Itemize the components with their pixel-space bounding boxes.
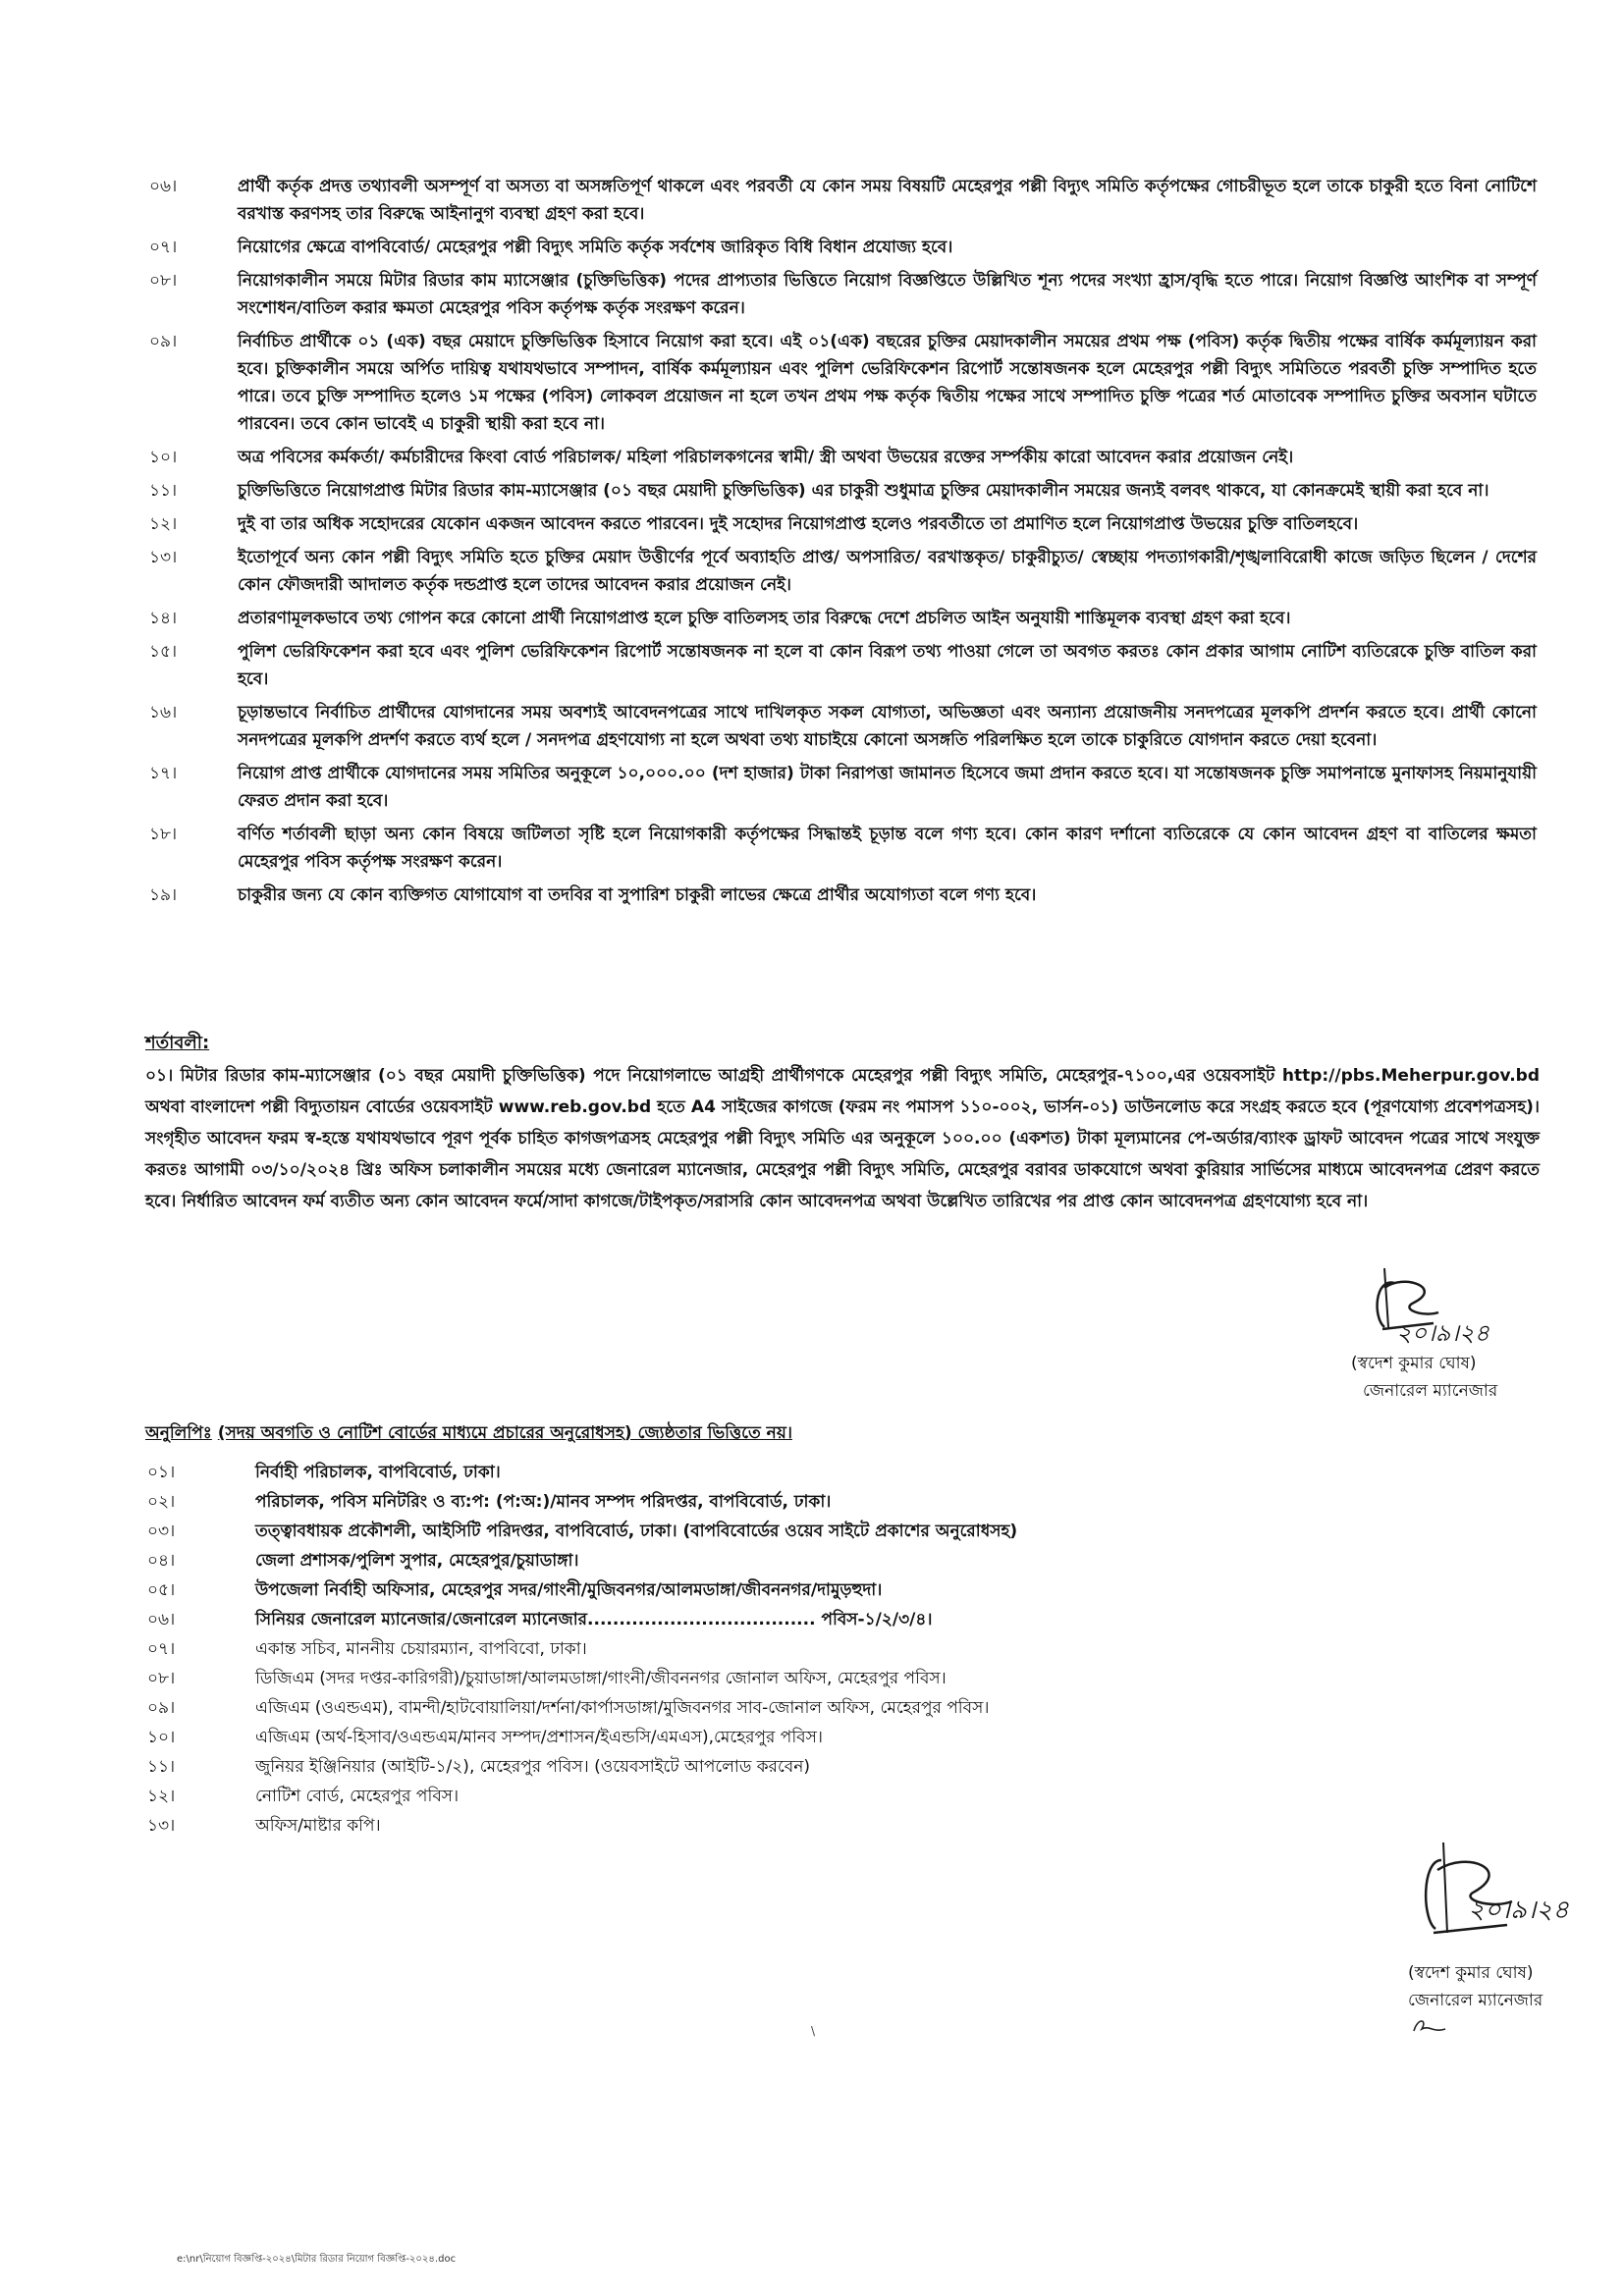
copy-item: ০৭। একান্ত সচিব, মাননীয় চেয়ারম্যান, বাপবিবো, ঢাকা। bbox=[147, 1639, 587, 1659]
copies-list bbox=[147, 1458, 1443, 1841]
terms-heading: শর্তাবলী: bbox=[145, 1033, 210, 1053]
condition-item: ১০। অত্র পবিসের কর্মকর্তা/ কর্মচারীদের কিংবা বোর্ড পরিচালক/ মহিলা পরিচালকগনের স্বামী/ স্ত্রী অথবা উভয়ের রক্তের সর্ম্পকীয় কারো আবেদন করার প্রয়োজন নেই। bbox=[149, 448, 1294, 467]
condition-item: ১৯। চাকুরীর জন্য যে কোন ব্যক্তিগত যোগাযোগ বা তদবির বা সুপারিশ চাকুরী লাভের ক্ষেত্রে প্রার্থীর অযোগ্যতা বলে গণ্য হবে। bbox=[149, 885, 1037, 905]
copy-item: ০৫। উপজেলা নির্বাহী অফিসার, মেহেরপুর সদর/গাংনী/মুজিবনগর/আলমডাঙ্গা/জীবননগর/দামুড়হুদা। bbox=[147, 1580, 883, 1600]
condition-item: ১২। দুই বা তার অধিক সহোদরের যেকোন একজন আবেদন করতে পারবেন। দুই সহোদর নিয়োগপ্রাপ্ত হলেও পরবর্তীতে তা প্রমাণিত হলে নিয়োগপ্রাপ্ত উভয়ের চুক্তি বাতিলহবে। bbox=[149, 514, 1359, 534]
signature-date: ২০।৯।২৪ bbox=[1468, 1896, 1570, 1925]
file-path-footer: e:\nr\নিয়োগ বিজ্ঞপ্তি-২০২৪\মিটার রিডার নিয়োগ বিজ্ঞপ্তি-২০২৪.doc bbox=[177, 2254, 457, 2265]
copy-item: ১৩। অফিস/মাষ্টার কপি। bbox=[147, 1816, 381, 1836]
condition-item: ১৩। ইতোপূর্বে অন্য কোন পল্লী বিদ্যুৎ সমিতি হতে চুক্তির মেয়াদ উত্তীর্ণের পূর্বে অব্যাহতি প্রাপ্ত/ অপসারিত/ বরখাস্তকৃত/ চাকুরীচ্যুত/ স্বেচ্ছায় পদত্যাগকারী/শৃঙ্খলাবিরোধী কাজে জড়িত ছিলেন / দেশের কোন ফৌজদারী আদালত কর্তৃক দন্ডপ্রাপ্ত হলে তাদের আবেদন করার প্রয়োজন নেই। bbox=[149, 548, 1537, 595]
application-instructions: ০১। মিটার রিডার কাম-ম্যাসেঞ্জার (০১ বছর মেয়াদী চুক্তিভিত্তিক) পদে নিয়োগলাভে আগ্রহী প্রার্থীগণকে মেহেরপুর পল্লী বিদ্যুৎ সমিতি, মেহেরপুর-৭১০০,এর ওয়েবসাইট http://pbs.Meherpur.gov.bd অথবা বাংলাদেশ পল্লী বিদ্যুতায়ন বোর্ডের ওয়েবসাইট www.reb.gov.bd হতে A4 সাইজের কাগজে (ফরম নং পমাসপ ১১০-০০২, ভার্সন-০১) ডাউনলোড করে সংগ্রহ করতে হবে (পূরণযোগ্য প্রবেশপত্রসহ)। সংগৃহীত আবেদন ফরম স্ব-হস্তে যথাযথভাবে পূরণ পূর্বক চাহিত কাগজপত্রসহ মেহেরপুর পল্লী বিদ্যুৎ সমিতি এর অনুকূলে ১০০.০০ (একশত) টাকা মূল্যমানের পে-অর্ডার/ব্যাংক ড্রাফট আবেদন পত্রের সাথে সংযুক্ত করতঃ আগামী ০৩/১০/২০২৪ খ্রিঃ অফিস চলাকালীন সময়ের মধ্যে জেনারেল ম্যানেজার, মেহেরপুর পল্লী বিদ্যুৎ সমিতি, মেহেরপুর বরাবর ডাকযোগে অথবা কুরিয়ার সার্ভিসের মাধ্যমে আবেদনপত্র প্রেরণ করতে হবে। নির্ধারিত আবেদন ফর্ম ব্যতীত অন্য কোন আবেদন ফর্মে/সাদা কাগজে/টাইপকৃত/সরাসরি কোন আবেদনপত্র অথবা উল্লেখিত তারিখের পর প্রাপ্ত কোন আবেদনপত্র গ্রহণযোগ্য হবে না। bbox=[145, 1066, 1540, 1211]
condition-item: ০৯। নির্বাচিত প্রার্থীকে ০১ (এক) বছর মেয়াদে চুক্তিভিত্তিক হিসাবে নিয়োগ করা হবে। এই ০১(এক) বছরের চুক্তির মেয়াদকালীন সময়ের প্রথম পক্ষ (পবিস) কর্তৃক দ্বিতীয় পক্ষের বার্ষিক কর্মমূল্যায়ন করা হবে। চুক্তিকালীন সময়ে অর্পিত দায়িত্ব যথাযথভাবে সম্পাদন, বার্ষিক কর্মমূল্যায়ন এবং পুলিশ ভেরিফিকেশন রিপোর্ট সন্তোষজনক হলে মেহেরপুর পল্লী বিদ্যুৎ সমিতিতে পরবর্তী চুক্তি সম্পাদিত হতে পারে। তবে চুক্তি সম্পাদিত হলেও ১ম পক্ষের (পবিস) লোকবল প্রয়োজন না হলে তখন প্রথম পক্ষ কর্তৃক দ্বিতীয় পক্ষের সাথে সম্পাদিত চুক্তি পত্রের শর্ত মোতাবেক সম্পাদিত চুক্তির অবসান ঘটাতে পারবেন। তবে কোন ভাবেই এ চাকুরী স্থায়ী করা হবে না। bbox=[149, 332, 1537, 434]
copies-note: (সদয় অবগতি ও নোটিশ বোর্ডের মাধ্যমে প্রচারের অনুরোধসহ) জ্যেষ্ঠতার ভিত্তিতে নয়। bbox=[217, 1423, 792, 1443]
copy-item: ০২। পরিচালক, পবিস মনিটরিং ও ব্য:প: (প:অ:)/মানব সম্পদ পরিদপ্তর, বাপবিবোর্ড, ঢাকা। bbox=[147, 1492, 832, 1512]
copy-item: ১১। জুনিয়র ইঞ্জিনিয়ার (আইটি-১/২), মেহেরপুর পবিস। (ওয়েবসাইটে আপলোড করবেন) bbox=[147, 1757, 811, 1777]
condition-item: ১১। চুক্তিভিত্তিতে নিয়োগপ্রাপ্ত মিটার রিডার কাম-ম্যাসেঞ্জার (০১ বছর মেয়াদী চুক্তিভিত্তিক) এর চাকুরী শুধুমাত্র চুক্তির মেয়াদকালীন সময়ের জন্যই বলবৎ থাকবে, যা কোনক্রমেই স্থায়ী করা হবে না। bbox=[149, 481, 1489, 501]
copy-item: ০৯। এজিএম (ওএন্ডএম), বামন্দী/হাটবোয়ালিয়া/দর্শনা/কার্পাসডাঙ্গা/মুজিবনগর সাব-জোনাল অফিস, মেহেরপুর পবিস। bbox=[147, 1698, 990, 1718]
copy-item: ১০। এজিএম (অর্থ-হিসাব/ওএন্ডএম/মানব সম্পদ/প্রশাসন/ইএন্ডসি/এমএস),মেহেরপুর পবিস। bbox=[147, 1728, 823, 1747]
copy-item: ০৬। সিনিয়র জেনারেল ম্যানেজার/জেনারেল ম্যানেজার.................................... পবিস-১/২/৩/৪। bbox=[147, 1610, 933, 1629]
copy-item: ০৪। জেলা প্রশাসক/পুলিশ সুপার, মেহেরপুর/চুয়াডাঙ্গা। bbox=[147, 1551, 579, 1571]
copies-heading bbox=[145, 1420, 792, 1448]
condition-item: ০৭। নিয়োগের ক্ষেত্রে বাপবিবোর্ড/ মেহেরপুর পল্লী বিদ্যুৎ সমিতি কর্তৃক সর্বশেষ জারিকৃত বিধি বিধান প্রযোজ্য হবে। bbox=[149, 238, 953, 257]
copy-item: ০১। নির্বাহী পরিচালক, বাপবিবোর্ড, ঢাকা। bbox=[147, 1463, 501, 1482]
signatory-name: (স্বদেশ কুমার ঘোষ) bbox=[1408, 1963, 1534, 1983]
condition-item: ১৮। বর্ণিত শর্তাবলী ছাড়া অন্য কোন বিষয়ে জটিলতা সৃষ্টি হলে নিয়োগকারী কর্তৃপক্ষের সিদ্ধান্তই চূড়ান্ত বলে গণ্য হবে। কোন কারণ দর্শানো ব্যতিরেকে যে কোন আবেদন গ্রহণ বা বাতিলের ক্ষমতা মেহেরপুর পবিস কর্তৃপক্ষ সংরক্ষণ করেন। bbox=[149, 825, 1537, 872]
signatory-name: (স্বদেশ কুমার ঘোষ) bbox=[1351, 1354, 1477, 1373]
initial-scribble-icon bbox=[1410, 2015, 1449, 2039]
copy-item: ০৩। তত্ত্বাবধায়ক প্রকৌশলী, আইসিটি পরিদপ্তর, বাপবিবোর্ড, ঢাকা। (বাপবিবোর্ডের ওয়েব সাইটে প্রকাশের অনুরোধসহ) bbox=[147, 1522, 1018, 1541]
copies-label: অনুলিপিঃ bbox=[145, 1423, 212, 1443]
copy-item: ১২। নোটিশ বোর্ড, মেহেরপুর পবিস। bbox=[147, 1787, 460, 1806]
condition-item: ১৫। পুলিশ ভেরিফিকেশন করা হবে এবং পুলিশ ভেরিফিকেশন রিপোর্ট সন্তোষজনক না হলে বা কোন বিরূপ তথ্য পাওয়া গেলে তা অবগত করতঃ কোন প্রকার আগাম নোটিশ ব্যতিরেকে চুক্তি বাতিল করা হবে। bbox=[149, 642, 1537, 689]
condition-item: ০৬। প্রার্থী কর্তৃক প্রদত্ত তথ্যাবলী অসম্পূর্ণ বা অসত্য বা অসঙ্গতিপূর্ণ থাকলে এবং পরবর্তী যে কোন সময় বিষয়টি মেহেরপুর পল্লী বিদ্যুৎ সমিতি কর্তৃপক্ষের গোচরীভূত হলে তাকে চাকুরী হতে বিনা নোটিশে বরখাস্ত করণসহ তার বিরুদ্ধে আইনানুগ ব্যবস্থা গ্রহণ করা হবে। bbox=[149, 177, 1537, 224]
condition-item: ১৬। চূড়ান্তভাবে নির্বাচিত প্রার্থীদের যোগদানের সময় অবশ্যই আবেদনপত্রের সাথে দাখিলকৃত সকল যোগ্যতা, অভিজ্ঞতা এবং অন্যান্য প্রয়োজনীয় সনদপত্রের মূলকপি প্রদর্শন করতে হবে। প্রার্থী কোনো সনদপত্রের মূলকপি প্রদর্শণ করতে ব্যর্থ হলে / সনদপত্র গ্রহণযোগ্য না হলে অথবা তথ্য যাচাইয়ে কোনো অসঙ্গতি পরিলক্ষিত হলে তাকে চাকুরিতে যোগদান করতে দেয়া হবেনা। bbox=[149, 703, 1537, 750]
signature-block-2 bbox=[1408, 1831, 1620, 2047]
condition-item: ১৭। নিয়োগ প্রাপ্ত প্রার্থীকে যোগদানের সময় সমিতির অনুকূলে ১০,০০০.০০ (দশ হাজার) টাকা নিরাপত্তা জামানত হিসেবে জমা প্রদান করতে হবে। যা সন্তোষজনক চুক্তি সমাপনান্তে মুনাফাসহ নিয়মানুযায়ী ফেরত প্রদান করা হবে। bbox=[149, 764, 1537, 811]
signatory-title: জেনারেল ম্যানেজার bbox=[1363, 1381, 1498, 1401]
condition-item: ০৮। নিয়োগকালীন সময়ে মিটার রিডার কাম ম্যাসেঞ্জার (চুক্তিভিত্তিক) পদের প্রাপ্যতার ভিত্তিতে নিয়োগ বিজ্ঞপ্তিতে উল্লিখিত শূন্য পদের সংখ্যা হ্রাস/বৃদ্ধি হতে পারে। নিয়োগ বিজ্ঞপ্তি আংশিক বা সম্পূর্ণ সংশোধন/বাতিল করার ক্ষমতা মেহেরপুর পবিস কর্তৃপক্ষ কর্তৃক সংরক্ষণ করেন। bbox=[149, 271, 1537, 318]
conditions-list bbox=[147, 173, 1537, 915]
signature-block bbox=[1351, 1258, 1551, 1406]
condition-item: ১৪। প্রতারণামূলকভাবে তথ্য গোপন করে কোনো প্রার্থী নিয়োগপ্রাপ্ত হলে চুক্তি বাতিলসহ তার বিরুদ্ধে দেশে প্রচলিত আইন অনুযায়ী শাস্তিমূলক ব্যবস্থা গ্রহণ করা হবে। bbox=[149, 609, 1291, 628]
signatory-title: জেনারেল ম্যানেজার bbox=[1408, 1991, 1543, 2010]
copy-item: ০৮। ডিজিএম (সদর দপ্তর-কারিগরী)/চুয়াডাঙ্গা/আলমডাঙ্গা/গাংনী/জীবননগর জোনাল অফিস, মেহেরপুর পবিস। bbox=[147, 1669, 947, 1688]
stray-mark: \ bbox=[811, 2024, 816, 2038]
signature-date: ২০।৯।২৪ bbox=[1396, 1319, 1490, 1347]
